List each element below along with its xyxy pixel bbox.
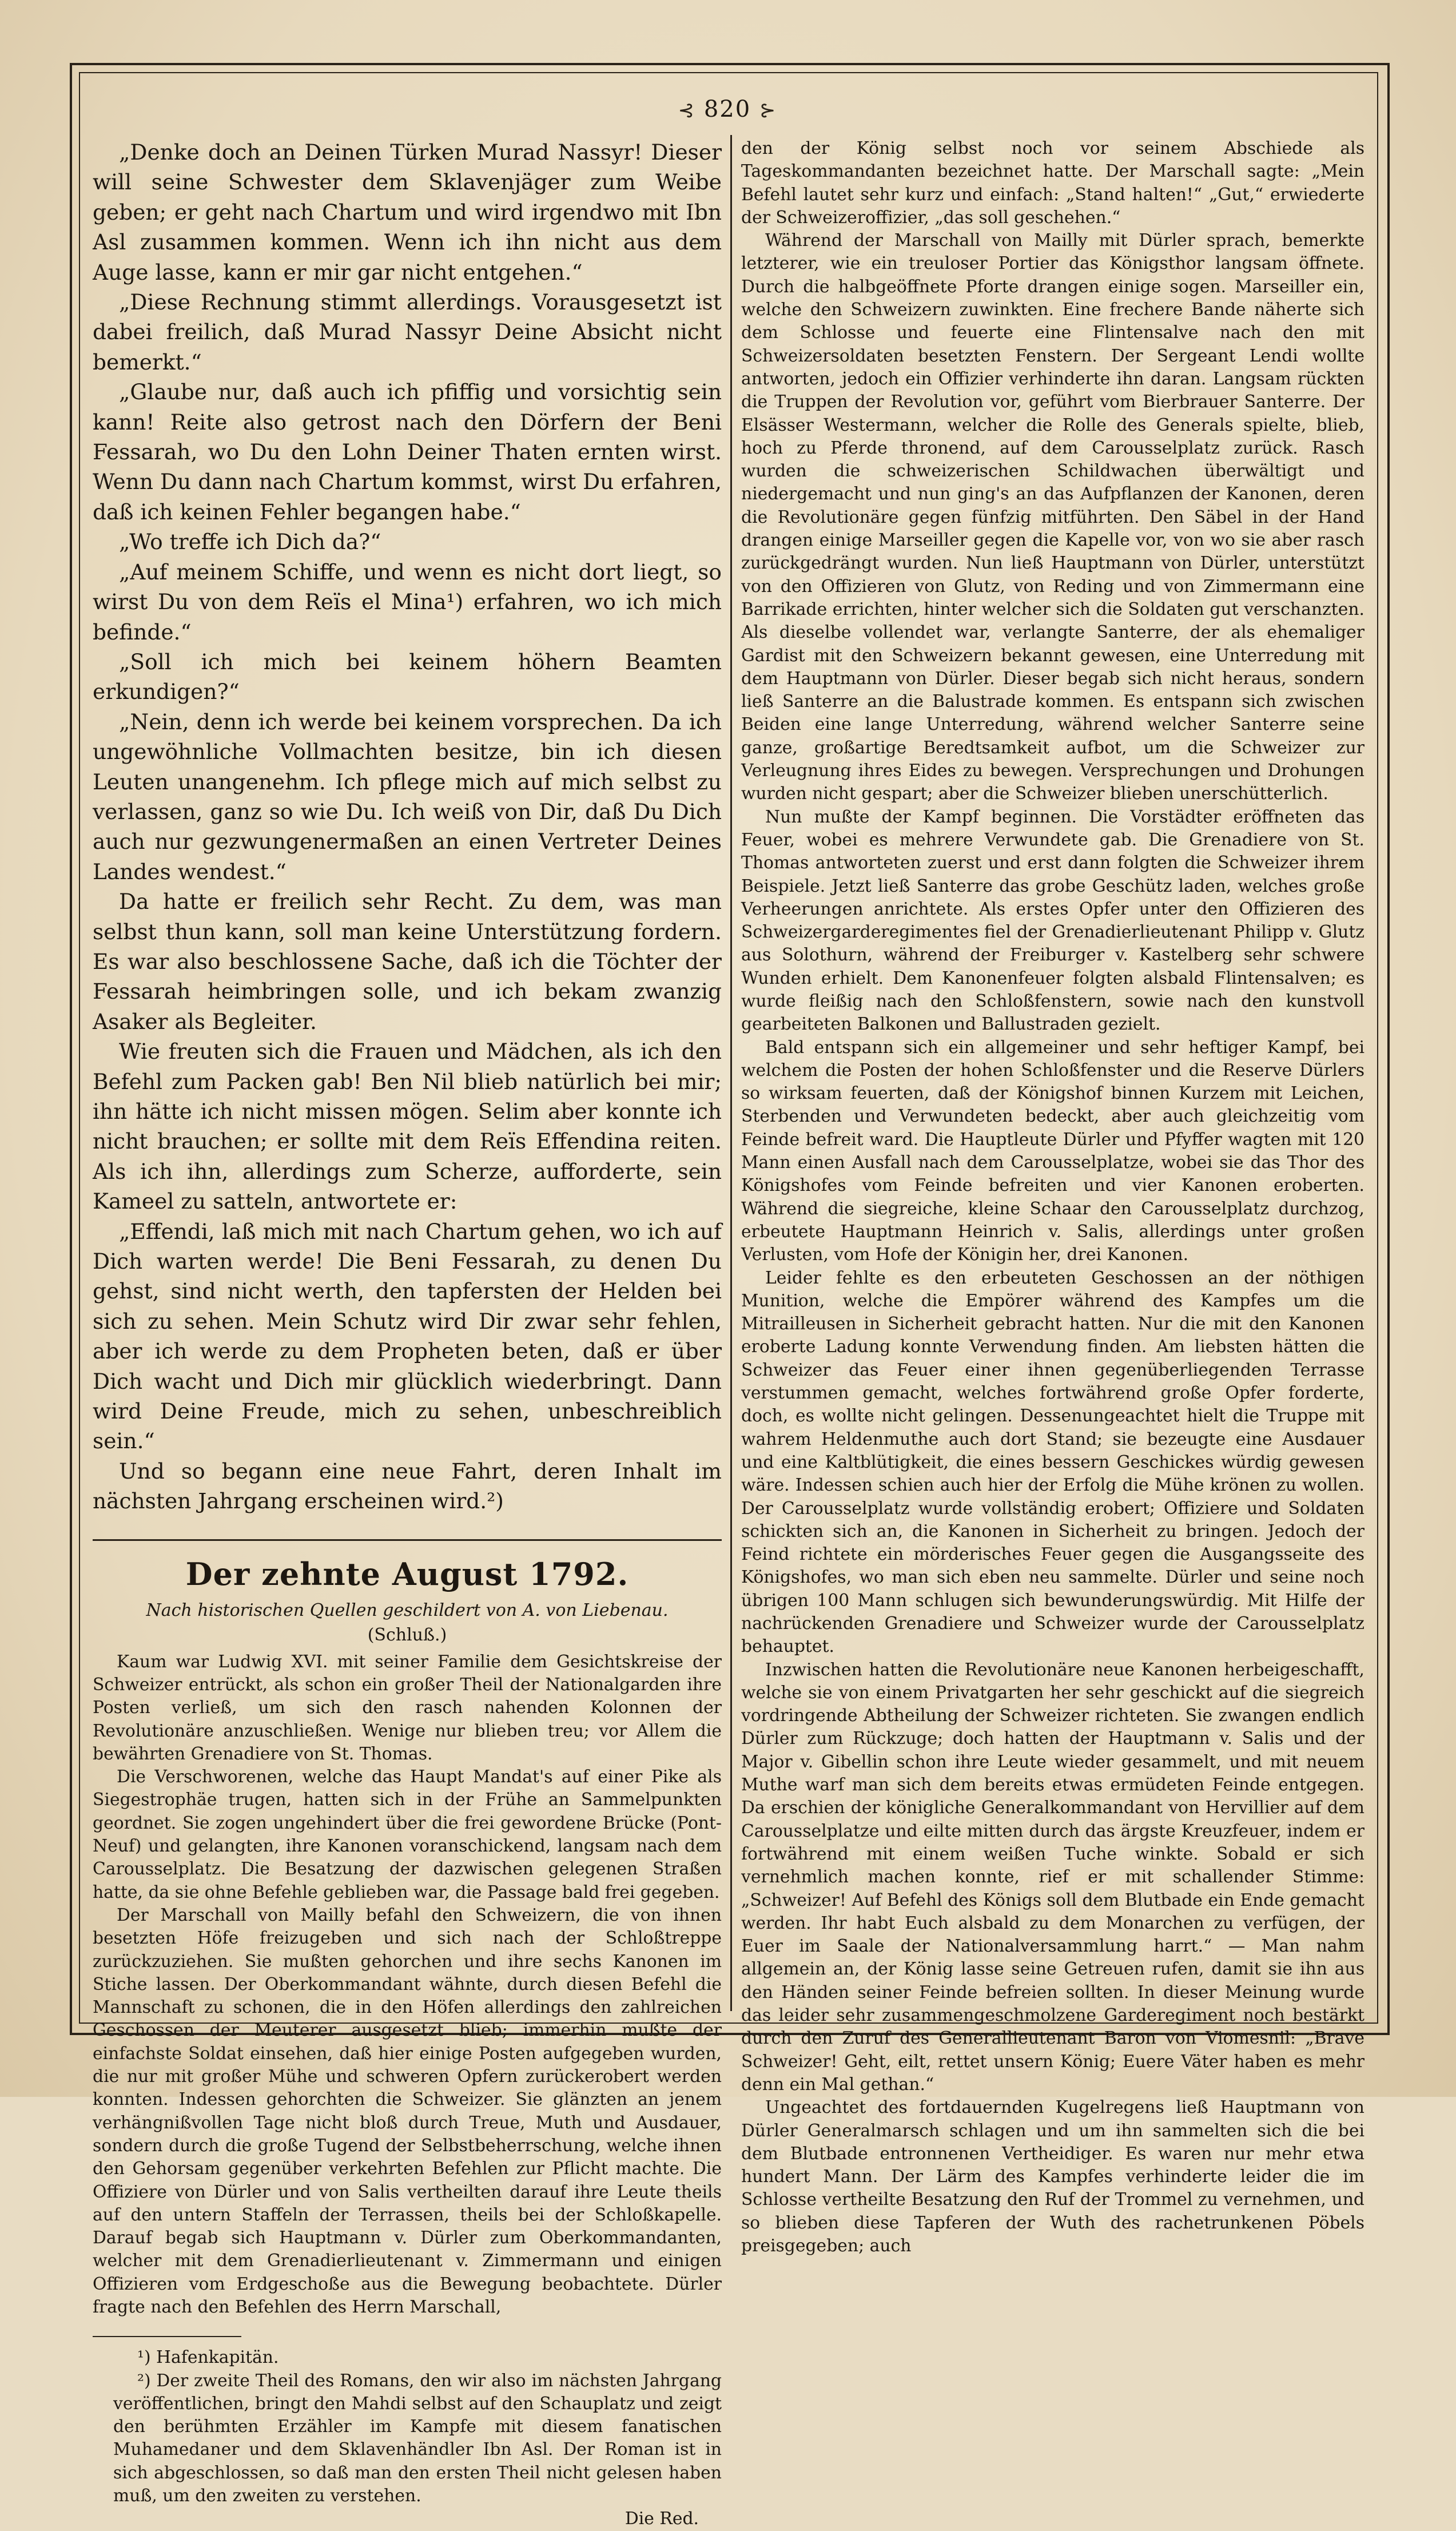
footnote: ¹) Hafenkapitän. [137,2347,279,2368]
right-column [741,137,1364,2256]
page-number: 820 [703,96,751,122]
article-paragraph: Inzwischen hatten die Revolutionäre neue Kanonen herbeigeschafft, welche sie von einem Privatgarten her sehr geschickt auf die siegreich vordringende Abtheilung der Schweizer richteten. Sie zwangen endlich Dürler zum Rückzuge; doch hatten der Hauptmann v. Salis und der Major v. Gibellin schon ihre Leute wieder gesammelt, und mit neuem Muthe warf man sich dem bereits etwas ermüdeten Feinde entgegen. Da erschien der königliche Generalkommandant von Hervillier auf dem Carousselplatze und eilte mitten durch das ärgste Kreuzfeuer, indem er fortwährend mit einem weißen Tuche winkte. Sobald er sich vernehmlich machen konnte, rief er mit schallender Stimme: „Schweizer! Auf Befehl des Königs soll dem Blutbade ein Ende gemacht werden. Ihr habt Euch alsbald zu dem Monarchen zu verfügen, der Euer im Saale der Nationalversammlung harrt.“ — Man nahm allgemein an, der König lasse seine Getreuen rufen, damit sie ihn aus den Händen seiner Feinde befreien sollten. In dieser Meinung wurde das leider sehr zusammengeschmolzene Garderegiment noch bestärkt durch den Zuruf des Generallieutenant Baron von Viomesnil: „Brave Schweizer! Geht, eilt, rettet unsern König; Euere Väter haben es mehr denn ein Mal gethan.“ [741,1659,1364,2095]
left-column [93,137,722,2529]
footnote-signature: Die Red. [624,2509,699,2529]
article-paragraph: Leider fehlte es den erbeuteten Geschossen an der nöthigen Munition, welche die Empörer während des Kampfes um die Mitrailleusen in Sicherheit gebracht hatten. Nur die mit den Kanonen eroberte Ladung konnte Verwendung finden. Am liebsten hätten die Schweizer das Feuer einer ihnen gegenüberliegenden Terrasse verstummen gemacht, welches fortwährend große Opfer forderte, doch, es wollte nicht gelingen. Dessenungeachtet hielt die Truppe mit wahrem Heldenmuthe auch dort Stand; sie bezeugte eine Ausdauer und eine Kaltblütigkeit, die eines bessern Geschickes würdig gewesen wäre. Indessen schien auch hier der Erfolg die Mühe krönen zu wollen. Der Carousselplatz wurde vollständig erobert; Offiziere und Soldaten schickten sich an, die Kanonen in Sicherheit zu bringen. Jedoch der Feind richtete ein mörderisches Feuer gegen die Ausgangsseite des Königshofes, wo man sich eben neu sammelte. Dürler und seine noch übrigen 100 Mann schlugen sich bewunderungswürdig. Mit Hilfe der nachrückenden Grenadiere und Schweizer wurde der Carousselplatz behauptet. [741,1268,1364,1657]
novel-paragraph: „Soll ich mich bei keinem höhern Beamten erkundigen?“ [93,649,722,705]
header-ornament-right: ⊱ [759,99,777,122]
article-paragraph: Bald entspann sich ein allgemeiner und sehr heftiger Kampf, bei welchem die Posten der hohen Schloßfenster und die Reserve Dürlers so wirksam feuerten, daß der Königshof binnen Kurzem mit Leichen, Sterbenden und Verwundeten bedeckt, aber auch gleichzeitig vom Feinde befreit ward. Die Hauptleute Dürler und Pfyffer wagten mit 120 Mann einen Ausfall nach dem Carousselplatze, wobei sie das Thor des Königshofes vom Feinde befreiten und vier Kanonen eroberten. Während die siegreiche, kleine Schaar den Carousselplatz durchzog, erbeutete Hauptmann Heinrich v. Salis, allerdings unter großen Verlusten, vom Hofe der Königin her, drei Kanonen. [741,1037,1364,1265]
article-paragraph: den der König selbst noch vor seinem Abschiede als Tageskommandanten bezeichnet hatte. Der Marschall sagte: „Mein Befehl lautet sehr kurz und einfach: „Stand halten!“ „Gut,“ erwiederte der Schweizeroffizier, „das soll geschehen.“ [741,138,1364,228]
novel-section [93,137,722,1516]
section-separator [93,1539,722,1541]
novel-paragraph: „Nein, denn ich werde bei keinem vorsprechen. Da ich ungewöhnliche Vollmachten besitze, bin ich diesen Leuten unangenehm. Ich pflege mich auf mich selbst zu verlassen, ganz so wie Du. Ich weiß von Dir, daß Du Dich auch nur gezwungenermaßen an einen Vertreter Deines Landes wendest.“ [93,709,722,884]
novel-paragraph: „Diese Rechnung stimmt allerdings. Vorausgesetzt ist dabei freilich, daß Murad Nassyr Deine Absicht nicht bemerkt.“ [93,289,722,375]
article-paragraph: Kaum war Ludwig XVI. mit seiner Familie dem Gesichtskreise der Schweizer entrückt, als schon ein großer Theil der Nationalgarden ihre Posten verließ, um sich den rasch nahenden Kolonnen der Revolutionäre anzuschließen. Wenige nur blieben treu; vor Allem die bewährten Grenadiere von St. Thomas. [93,1651,722,1764]
article-paragraph: Ungeachtet des fortdauernden Kugelregens ließ Hauptmann von Dürler Generalmarsch schlagen und um ihn sammelten sich die bei dem Blutbade entronnenen Vertheidiger. Es waren nur mehr etwa hundert Mann. Der Lärm des Kampfes verhinderte leider die im Schlosse vertheilte Besatzung den Ruf der Trommel zu vernehmen, und so blieben diese Tapferen der Wuth des rachetrunkenen Pöbels preisgegeben; auch [741,2097,1364,2256]
page-header [79,96,1376,122]
novel-paragraph: „Denke doch an Deinen Türken Murad Nassyr! Dieser will seine Schwester dem Sklavenjäger zum Weibe geben; er geht nach Chartum und wird irgendwo mit Ibn Asl zusammen kommen. Wenn ich ihn nicht aus dem Auge lasse, kann er mir gar nicht entgehen.“ [93,140,722,285]
article-title: Der zehnte August 1792. [185,1555,629,1592]
article-paragraph: Die Verschworenen, welche das Haupt Mandat's auf einer Pike als Siegestrophäe trugen, hatten sich in der Frühe an Sammelpunkten geordnet. Sie zogen ungehindert über die frei gewordene Brücke (Pont-Neuf) und gelangten, ihre Kanonen voranschickend, langsam nach dem Carousselplatz. Die Besatzung der dazwischen gelegenen Straßen hatte, da sie ohne Befehle geblieben war, die Passage bald frei gegeben. [93,1767,722,1902]
novel-paragraph: „Wo treffe ich Dich da?“ [119,529,381,555]
novel-paragraph: „Effendi, laß mich mit nach Chartum gehen, wo ich auf Dich warten werde! Die Beni Fessarah, zu denen Du gehst, sind nicht werth, den tapfersten der Helden bei sich zu sehen. Mein Schutz wird Dir zwar sehr fehlen, aber ich werde zu dem Propheten beten, daß er über Dich wacht und Dich mir glücklich wiederbringt. Dann wird Deine Freude, mich zu sehen, unbeschreiblich sein.“ [93,1218,722,1454]
novel-paragraph: „Glaube nur, daß auch ich pfiffig und vorsichtig sein kann! Reite also getrost nach den Dörfern der Beni Fessarah, wo Du den Lohn Deiner Thaten ernten wirst. Wenn Du dann nach Chartum kommst, wirst Du erfahren, daß ich keinen Fehler begangen habe.“ [93,379,722,525]
article-section [93,1556,722,2531]
header-ornament-left: ⊰ [678,99,696,122]
article-paragraph: Während der Marschall von Mailly mit Dürler sprach, bemerkte letzterer, wie ein treuloser Portier das Königsthor langsam öffnete. Durch die halbgeöffnete Pforte drangen einige sogen. Marseiller ein, welche den Schweizern zuwinkten. Eine frechere Bande näherte sich dem Schlosse und feuerte eine Flintensalve nach den mit Schweizersoldaten besetzten Fenstern. Der Sergeant Lendi wollte antworten, jedoch ein Offizier verhinderte ihn daran. Langsam rückten die Truppen der Revolution vor, geführt vom Bierbrauer Santerre. Der Elsässer Westermann, welcher die Rolle des Generals spielte, blieb, hoch zu Pferde thronend, auf dem Carousselplatz zurück. Rasch wurden die schweizerischen Schildwachen überwältigt und niedergemacht und nun ging's an das Aufpflanzen der Kanonen, deren die Revolutionäre gegen fünfzig mitführten. Den Säbel in der Hand drangen einige Marseiller gegen die Kapelle vor, von wo sie aber rasch zurückgedrängt wurden. Nun ließ Hauptmann von Dürler, unterstützt von den Offizieren von Glutz, von Reding und von Zimmermann eine Barrikade errichten, hinter welcher sich die Soldaten gut verschanzten. Als dieselbe vollendet war, verlangte Santerre, der als ehemaliger Gardist mit den Schweizern bekannt gewesen, eine Unterredung mit dem Hauptmann von Dürler. Dieser begab sich nicht heraus, sondern ließ Santerre an die Balustrade kommen. Es entspann sich zwischen Beiden eine lange Unterredung, während welcher Santerre seine ganze, großartige Beredtsamkeit aufbot, um die Schweizer zur Verleugnung ihres Eides zu bewegen. Versprechungen und Drohungen wurden nicht gespart; aber die Schweizer blieben unerschütterlich. [741,231,1364,804]
novel-paragraph: Da hatte er freilich sehr Recht. Zu dem, was man selbst thun kann, soll man keine Unterstützung fordern. Es war also beschlossene Sache, daß ich die Töchter der Fessarah heimbringen solle, und ich bekam zwanzig Asaker als Begleiter. [93,889,722,1034]
novel-paragraph: Wie freuten sich die Frauen und Mädchen, als ich den Befehl zum Packen gab! Ben Nil blieb natürlich bei mir; ihn hätte ich nicht missen mögen. Selim aber konnte ich nicht brauchen; er sollte mit dem Reïs Effendina reiten. Als ich ihn, allerdings zum Scherze, aufforderte, sein Kameel zu satteln, antwortete er: [93,1039,722,1214]
article-subtitle: Nach historischen Quellen geschildert von A. von Liebenau. [146,1600,669,1620]
novel-paragraph: Und so begann eine neue Fahrt, deren Inhalt im nächsten Jahrgang erscheinen wird.²) [93,1458,722,1514]
article-paragraph: Der Marschall von Mailly befahl den Schweizern, die von ihnen besetzten Höfe freizugeben und sich nach der Schloßtreppe zurückzuziehen. Sie mußten gehorchen und ihre sechs Kanonen im Stiche lassen. Der Oberkommandant wähnte, durch diesen Befehl die Mannschaft zu schonen, die in den Höfen allerdings den zahlreichen Geschossen der Meuterer ausgesetzt blieb; immerhin mußte der einfachste Soldat einsehen, daß hier einige Posten aufgegeben wurden, die nur mit großer Mühe und schweren Opfern zurückerobert werden konnten. Indessen gehorchten die Schweizer. Sie glänzten an jenem verhängnißvollen Tage nicht bloß durch Treue, Muth und Ausdauer, sondern durch die große Tugend der Selbstbeherrschung, welche ihnen den Gehorsam gegenüber verkehrten Befehlen zur Pflicht machte. Die Offiziere von Dürler und von Salis vertheilten darauf ihre Leute theils auf den untern Staffeln der Terrassen, theils bei der Schloßkapelle. Darauf begab sich Hauptmann v. Dürler zum Oberkommandanten, welcher mit dem Grenadierlieutenant v. Zimmermann und einigen Offizieren vom Erdgeschoße aus die Bewegung beobachtete. Dürler fragte nach den Befehlen des Herrn Marschall, [93,1905,722,2317]
footnote-rule [93,2336,241,2337]
footnote: ²) Der zweite Theil des Romans, den wir also im nächsten Jahrgang veröffentlichen, bringt den Mahdi selbst auf den Schauplatz und zeigt den berühmten Erzähler im Kampfe mit diesem fanatischen Muhamedaner und dem Sklavenhändler Ibn Asl. Der Roman ist in sich abgeschlossen, so daß man den ersten Theil nicht gelesen haben muß, um den zweiten zu verstehen. [113,2370,722,2506]
novel-paragraph: „Auf meinem Schiffe, und wenn es nicht dort liegt, so wirst Du von dem Reïs el Mina¹) erfahren, wo ich mich befinde.“ [93,559,722,645]
column-divider [730,135,732,2011]
article-paragraph: Nun mußte der Kampf beginnen. Die Vorstädter eröffneten das Feuer, wobei es mehrere Verwundete gab. Die Grenadiere von St. Thomas antworteten zuerst und erst dann folgten die Schweizer ihrem Beispiele. Jetzt ließ Santerre das grobe Geschütz laden, welches große Verheerungen anrichtete. Als erstes Opfer unter den Offizieren des Schweizergarderegimentes fiel der Grenadierlieutenant Philipp v. Glutz aus Solothurn, während der Freiburger v. Kastelberg sehr schwere Wunden erhielt. Dem Kanonenfeuer folgten alsbald Flintensalven; es wurde fleißig nach den Schloßfenstern, sowie nach den kunstvoll gearbeiteten Balkonen und Ballustraden gezielt. [741,806,1364,1035]
article-continuation: (Schluß.) [367,1624,447,1645]
